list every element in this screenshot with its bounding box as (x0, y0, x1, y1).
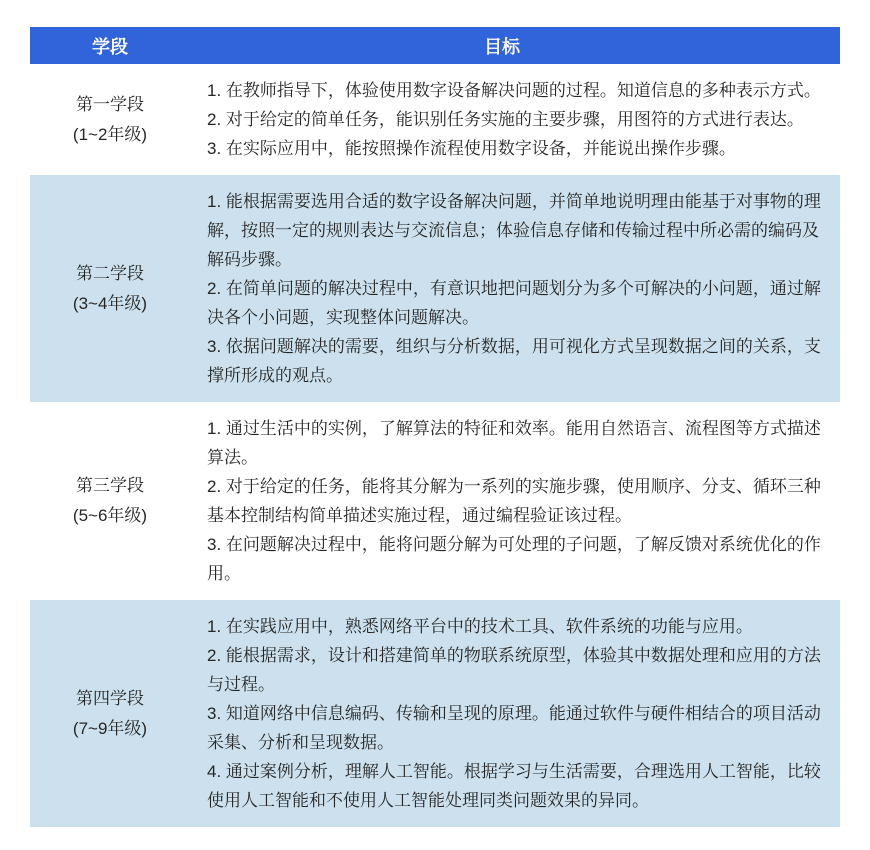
stage-grades: (5~6年级) (72, 506, 148, 525)
stage-name: 第二学段 (76, 263, 144, 283)
goal-item: 3. 知道网络中信息编码、传输和呈现的原理。能通过软件与硬件相结合的项目活动采集、分析和呈现数据。 (207, 704, 821, 752)
table-row-stage-4 (30, 600, 840, 827)
stage-cell (30, 402, 190, 600)
stage-name: 第四学段 (76, 688, 144, 708)
stage-cell (30, 600, 190, 827)
stage-name: 第三学段 (76, 476, 144, 495)
goal-item: 3. 在实际应用中，能按照操作流程使用数字设备，并能说出操作步骤。 (207, 139, 736, 158)
goal-item: 2. 能根据需求，设计和搭建简单的物联系统原型，体验其中数据处理和应用的方法与过程。 (207, 646, 821, 694)
column-header-stage: 学段 (92, 36, 128, 57)
column-header-goal: 目标 (484, 36, 520, 57)
stage-grades: (7~9年级) (72, 718, 148, 738)
goal-item: 3. 依据问题解决的需要，组织与分析数据，用可视化方式呈现数据之间的关系，支撑所形成的观点。 (207, 337, 821, 385)
goal-item: 1. 能根据需要选用合适的数字设备解决问题，并简单地说明理由能基于对事物的理解，按照一定的规则表达与交流信息；体验信息存储和传输过程中所必需的编码及解码步骤。 (207, 192, 821, 269)
table-row-stage-3 (30, 402, 840, 600)
goal-cell (190, 64, 840, 175)
stage-grades: (3~4年级) (72, 293, 148, 313)
curriculum-stage-goal-table (30, 27, 840, 827)
goal-item: 1. 在教师指导下，体验使用数字设备解决问题的过程。知道信息的多种表示方式。 (207, 81, 821, 100)
goal-cell (190, 600, 840, 827)
goal-cell (190, 402, 840, 600)
stage-grades: (1~2年级) (72, 124, 148, 144)
goal-cell (190, 175, 840, 402)
table-header-row (30, 27, 840, 64)
goal-item: 2. 对于给定的任务，能将其分解为一系列的实施步骤，使用顺序、分支、循环三种基本控制结构简单描述实施过程，通过编程验证该过程。 (207, 477, 821, 525)
goal-item: 2. 在简单问题的解决过程中，有意识地把问题划分为多个可解决的小问题，通过解决各个小问题，实现整体问题解决。 (207, 279, 821, 327)
goal-item: 3. 在问题解决过程中，能将问题分解为可处理的子问题，了解反馈对系统优化的作用。 (207, 535, 821, 583)
goal-item: 1. 在实践应用中，熟悉网络平台中的技术工具、软件系统的功能与应用。 (207, 617, 753, 636)
goal-item: 4. 通过案例分析，理解人工智能。根据学习与生活需要，合理选用人工智能，比较使用人工智能和不使用人工智能处理同类问题效果的异同。 (207, 762, 821, 810)
stage-cell (30, 175, 190, 402)
goal-item: 1. 通过生活中的实例，了解算法的特征和效率。能用自然语言、流程图等方式描述算法。 (207, 419, 821, 467)
stage-cell (30, 64, 190, 175)
stage-name: 第一学段 (76, 94, 144, 114)
table-row-stage-2 (30, 175, 840, 402)
table-row-stage-1 (30, 64, 840, 175)
goal-item: 2. 对于给定的简单任务，能识别任务实施的主要步骤，用图符的方式进行表达。 (207, 110, 804, 129)
